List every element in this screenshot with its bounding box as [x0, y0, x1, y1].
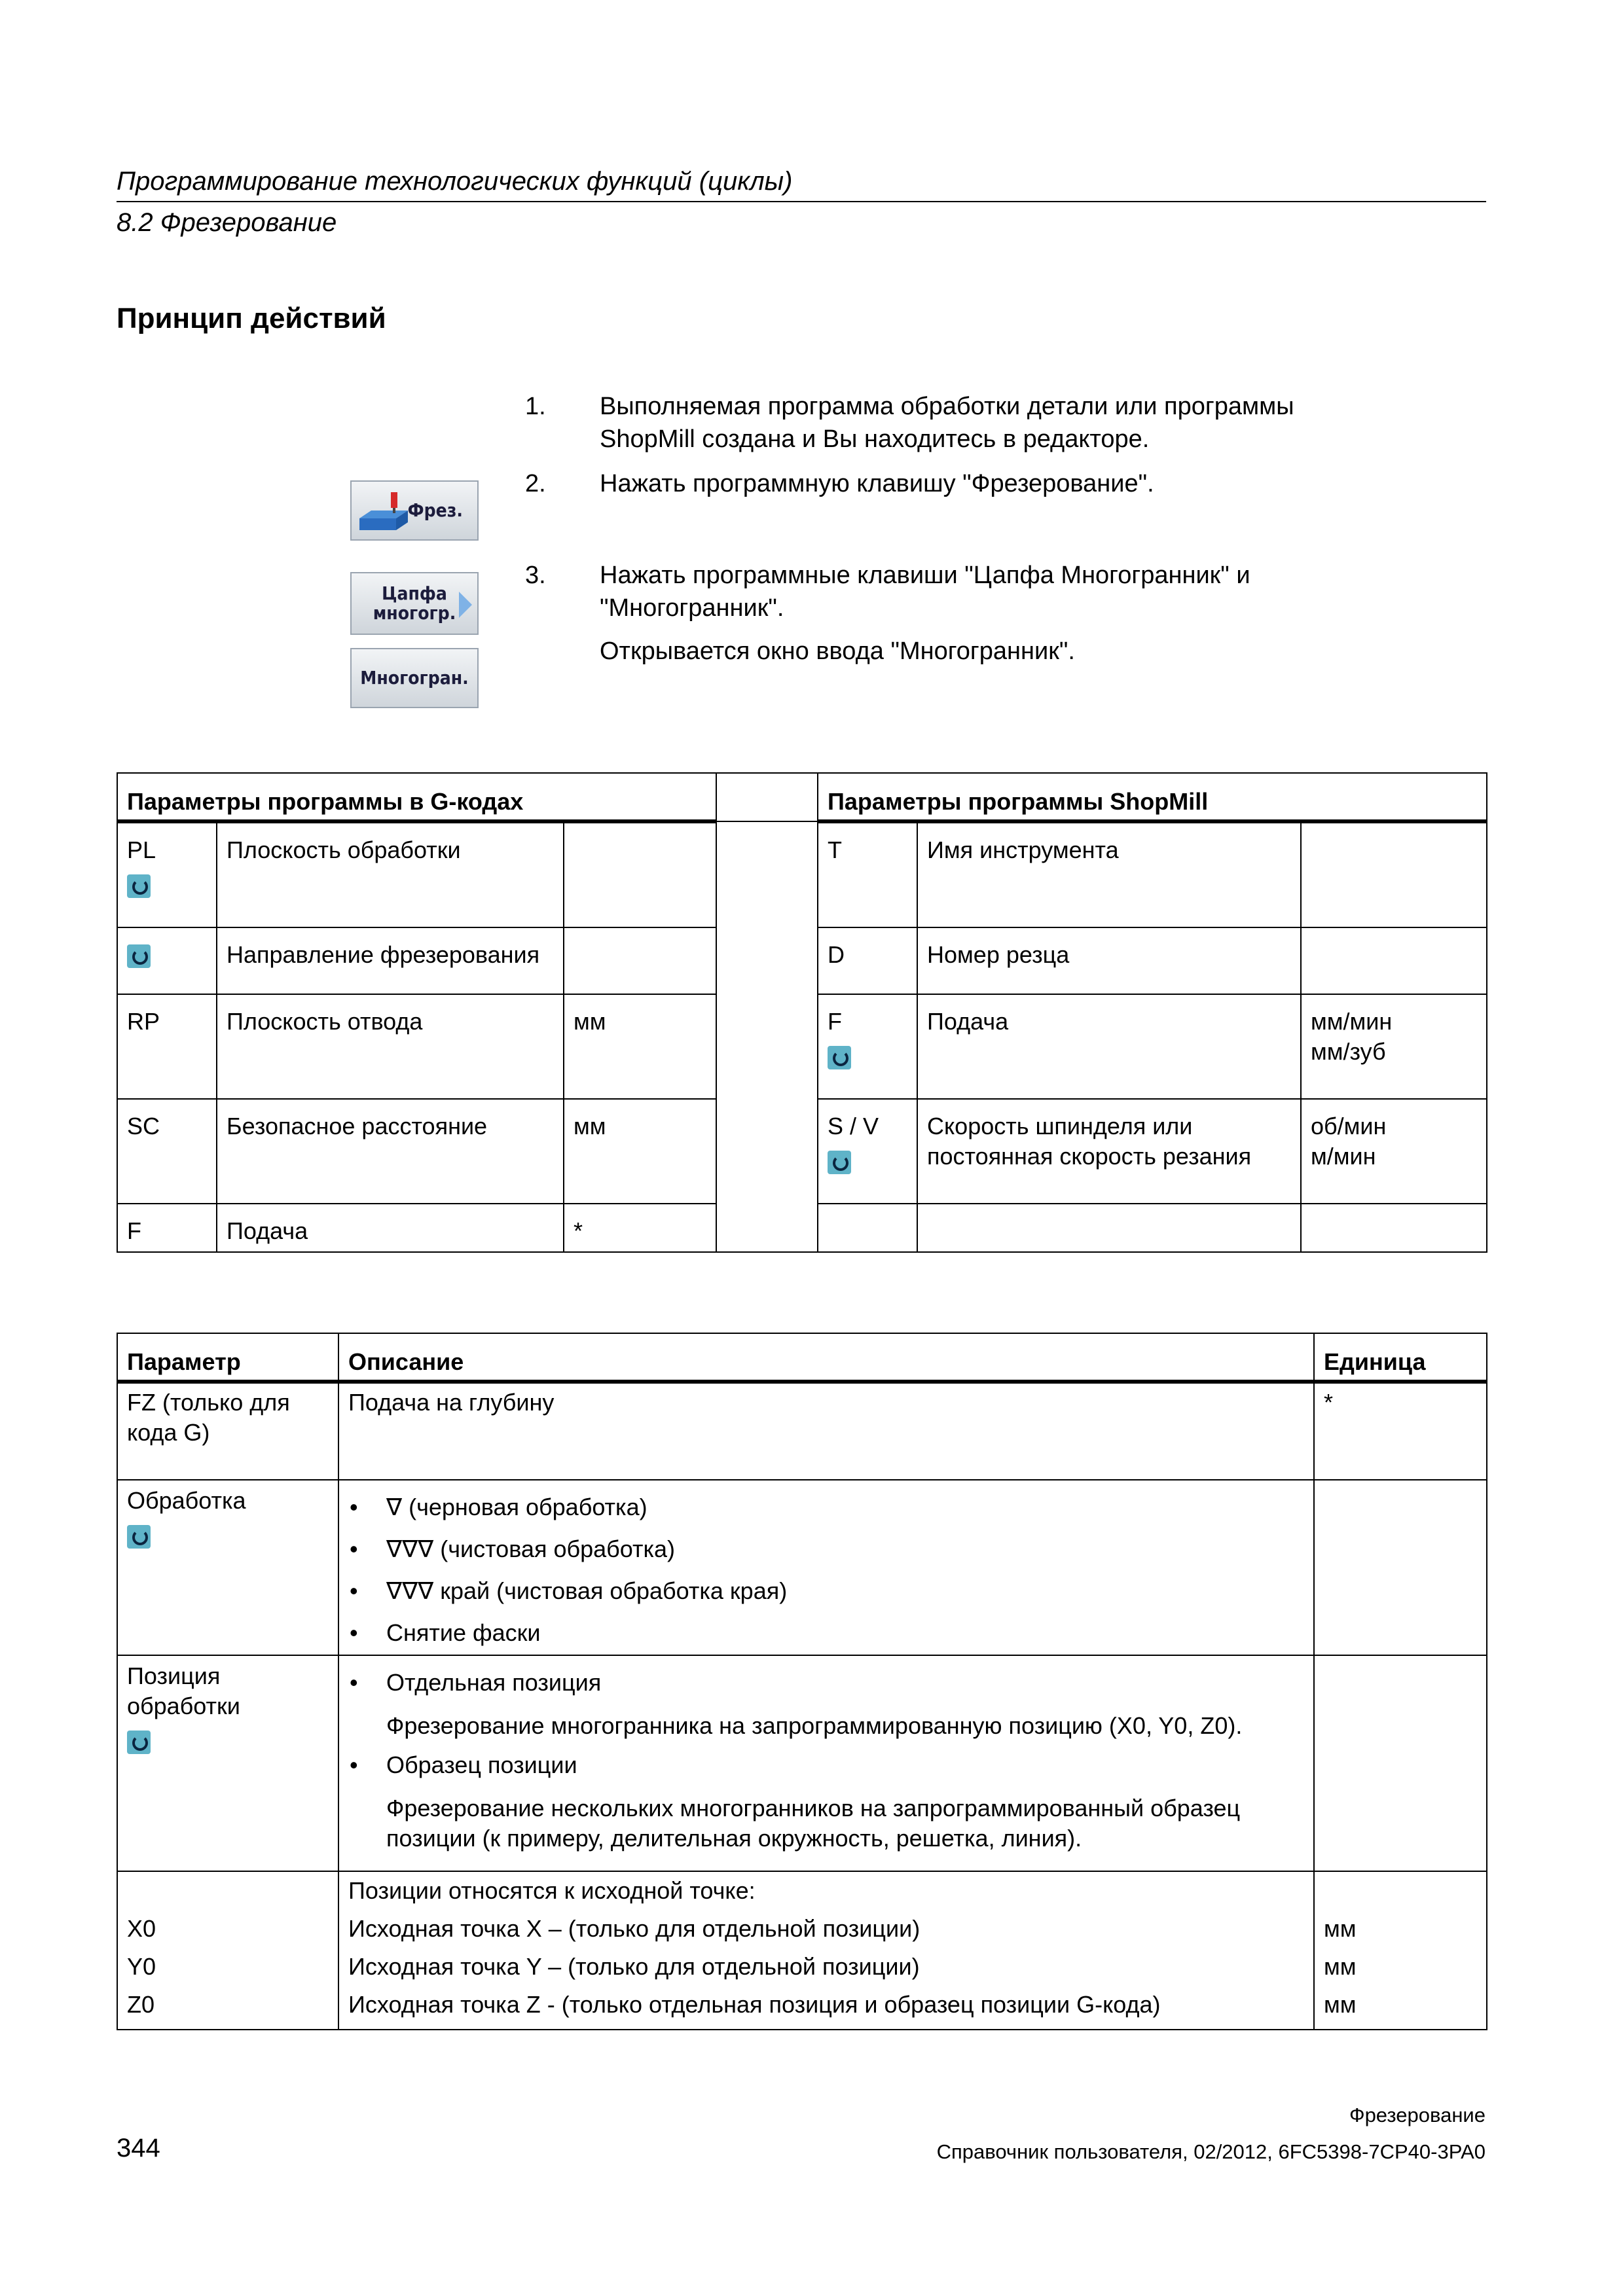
step-1-number: 1. [525, 393, 546, 420]
list-item: • ∇∇∇ (чистовая обработка) [348, 1534, 1304, 1564]
desc-header: Описание [338, 1333, 1314, 1382]
desc-cell: Имя инструмента [917, 821, 1301, 927]
header-spacer [716, 773, 818, 821]
param-cell: T [818, 821, 917, 927]
milling-softkey[interactable] [350, 480, 479, 541]
position-options-list [348, 1668, 1304, 1698]
unit-line: мм [1324, 1915, 1357, 1942]
step-3-text [600, 559, 1250, 624]
unit-cell [1301, 1099, 1487, 1204]
param-cell [818, 1099, 917, 1204]
submenu-arrow-icon [459, 592, 472, 618]
unit-line: м/мин [1311, 1143, 1376, 1170]
unit-header: Единица [1314, 1333, 1487, 1382]
page-number: 344 [117, 2134, 160, 2162]
unit-cell [564, 927, 716, 994]
coords-intro: Позиции относятся к исходной точке: [348, 1877, 756, 1904]
param-cell [117, 821, 217, 927]
param-name: X0 [127, 1915, 156, 1942]
running-header-chapter: Программирование технологических функций (циклы) [117, 167, 793, 196]
step-2-number: 2. [525, 470, 546, 497]
param-cell [117, 1871, 338, 2030]
param-name: Y0 [127, 1953, 156, 1980]
param-cell: SC [117, 1099, 217, 1204]
step-3-number: 3. [525, 562, 546, 589]
param-cell [117, 1655, 338, 1871]
unit-cell [564, 821, 716, 927]
step-result-text [600, 635, 1075, 668]
step-1-line-1: Выполняемая программа обработки детали или программы [600, 393, 1294, 420]
list-item: • ∇∇∇ край (чистовая обработка края) [348, 1576, 1304, 1606]
param-cell: D [818, 927, 917, 994]
step-3-line-2: "Многогранник". [600, 594, 784, 622]
list-item: • Образец позиции [348, 1750, 1304, 1780]
footer-manual: Справочник пользователя, 02/2012, 6FC5398-7CP40-3PA0 [936, 2140, 1486, 2163]
coord-desc: Исходная точка X – (только для отдельной позиции) [348, 1915, 921, 1942]
toggle-icon [127, 1525, 151, 1549]
parameter-description-table [117, 1333, 1487, 2030]
param-cell [818, 1204, 917, 1252]
param-cell [117, 927, 217, 994]
unit-cell [1301, 994, 1487, 1099]
unit-cell: мм [564, 994, 716, 1099]
desc-cell: Скорость шпинделя или постоянная скорость резания [917, 1099, 1301, 1204]
milling-softkey-label: Фрез. [407, 499, 463, 521]
running-header-section: 8.2 Фрезерование [117, 208, 337, 237]
list-item: • ∇ (черновая обработка) [348, 1492, 1304, 1522]
param-name: PL [127, 836, 156, 863]
list-item-description: Фрезерование нескольких многогранников на запрограммированный образец позиции (к примеру, делительная окружность, решетка, линия). [386, 1795, 1241, 1852]
toggle-icon [828, 1151, 851, 1174]
param-name: F [828, 1008, 843, 1035]
polygon-softkey-label: Многогран. [360, 667, 469, 689]
param-cell [117, 1480, 338, 1655]
toggle-icon [127, 1731, 151, 1754]
table-header-row [117, 773, 1487, 821]
desc-cell: Подача [217, 1204, 564, 1252]
param-cell: F [117, 1204, 217, 1252]
table-row [117, 1871, 1487, 2030]
unit-cell [1314, 1480, 1487, 1655]
desc-cell [338, 1655, 1314, 1871]
unit-cell: * [564, 1204, 716, 1252]
param-cell: RP [117, 994, 217, 1099]
position-options-list [348, 1750, 1304, 1780]
polygon-softkey[interactable] [350, 648, 479, 708]
param-cell: FZ (только для кода G) [117, 1382, 338, 1480]
step-2-text [600, 467, 1154, 500]
param-name: Обработка [127, 1487, 246, 1514]
machining-options-list [348, 1492, 1304, 1648]
desc-cell [338, 1871, 1314, 2030]
param-name: Z0 [127, 1991, 155, 2018]
unit-line: мм/зуб [1311, 1038, 1386, 1065]
shopmill-parameters-header: Параметры программы ShopMill [818, 773, 1487, 821]
table-row [117, 1382, 1487, 1480]
spigot-softkey-label-line2: многогр. [373, 602, 456, 624]
unit-cell [1301, 821, 1487, 927]
toggle-icon [127, 944, 151, 968]
unit-cell [1301, 1204, 1487, 1252]
unit-cell: мм [564, 1099, 716, 1204]
desc-cell: Плоскость обработки [217, 821, 564, 927]
header-rule [117, 201, 1486, 202]
desc-cell [338, 1480, 1314, 1655]
step-3-line-1: Нажать программные клавиши "Цапфа Многогранник" и [600, 562, 1250, 589]
unit-line: мм [1324, 1953, 1357, 1980]
unit-cell [1301, 927, 1487, 994]
desc-cell: Плоскость отвода [217, 994, 564, 1099]
program-parameters-table [117, 772, 1487, 1253]
desc-cell [917, 1204, 1301, 1252]
param-header: Параметр [117, 1333, 338, 1382]
toggle-icon [828, 1046, 851, 1069]
unit-cell: * [1314, 1382, 1487, 1480]
step-2-line-1: Нажать программную клавишу "Фрезерование". [600, 470, 1154, 497]
gcode-parameters-header: Параметры программы в G-кодах [117, 773, 716, 821]
list-item: • Снятие фаски [348, 1618, 1304, 1648]
table-row [117, 1655, 1487, 1871]
unit-cell [1314, 1655, 1487, 1871]
coord-desc: Исходная точка Y – (только для отдельной позиции) [348, 1953, 920, 1980]
list-item-description: Фрезерование многогранника на запрограммированную позицию (X0, Y0, Z0). [386, 1712, 1243, 1739]
unit-line: мм [1324, 1991, 1357, 2018]
step-result-line-1: Открывается окно ввода "Многогранник". [600, 637, 1075, 665]
table-row [117, 1480, 1487, 1655]
desc-cell: Подача [917, 994, 1301, 1099]
coord-desc: Исходная точка Z - (только отдельная позиция и образец позиции G-кода) [348, 1991, 1161, 2018]
unit-cell [1314, 1871, 1487, 2030]
desc-cell: Подача на глубину [338, 1382, 1314, 1480]
milling-tool-icon [357, 488, 410, 535]
unit-line: мм/мин [1311, 1008, 1393, 1035]
step-1-text [600, 390, 1294, 456]
desc-cell: Безопасное расстояние [217, 1099, 564, 1204]
table-row [117, 821, 1487, 927]
desc-cell: Номер резца [917, 927, 1301, 994]
toggle-icon [127, 874, 151, 898]
param-cell [818, 994, 917, 1099]
spigot-softkey-label-line1: Цапфа [382, 583, 447, 604]
unit-line: об/мин [1311, 1113, 1387, 1139]
spigot-polygon-softkey[interactable] [350, 572, 479, 635]
list-item: • Отдельная позиция [348, 1668, 1304, 1698]
footer-topic: Фрезерование [1349, 2104, 1486, 2126]
spacer-cell [716, 821, 818, 1252]
param-name: Позиция обработки [127, 1662, 240, 1719]
table-header-row [117, 1333, 1487, 1382]
desc-cell: Направление фрезерования [217, 927, 564, 994]
step-1-line-2: ShopMill создана и Вы находитесь в редакторе. [600, 425, 1150, 453]
param-name: S / V [828, 1113, 879, 1139]
section-title: Принцип действий [117, 302, 386, 334]
